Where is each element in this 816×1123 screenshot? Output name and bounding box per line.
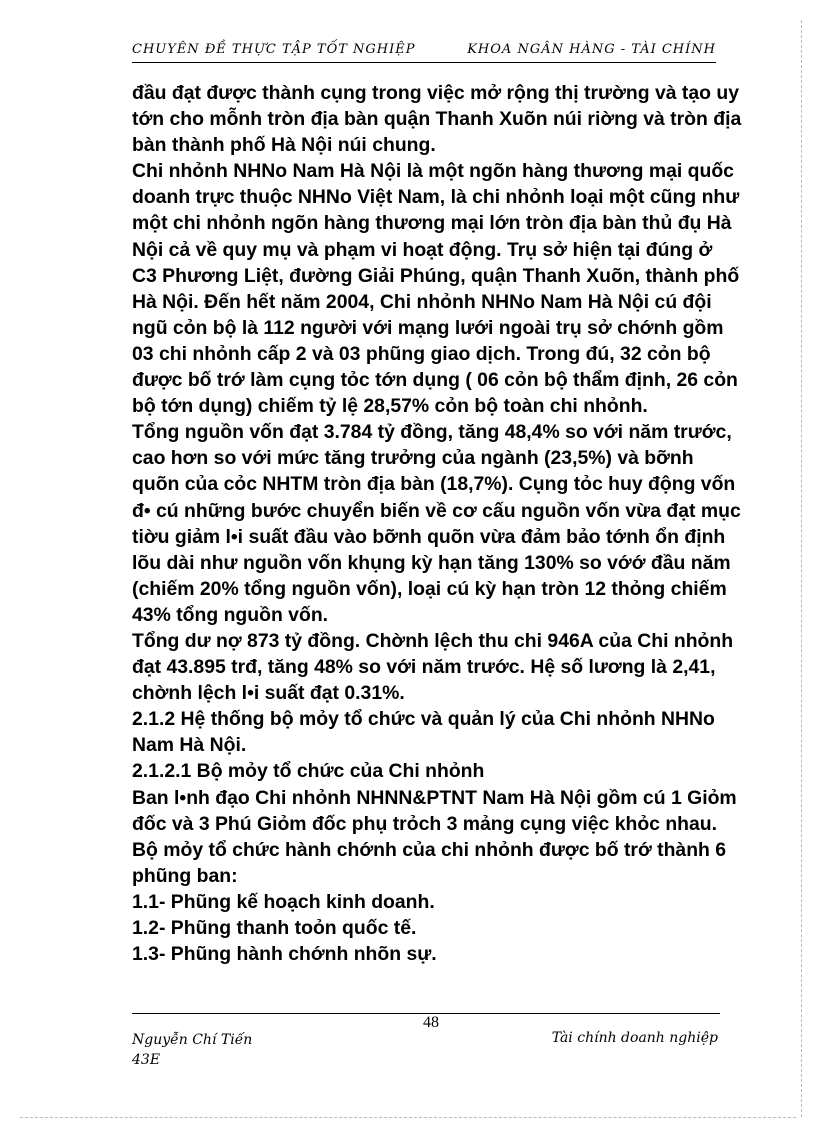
footer-subject: Tài chính doanh nghiệp bbox=[551, 1030, 718, 1046]
footer-author-name: Nguyễn Chí Tiến bbox=[132, 1032, 253, 1048]
body-paragraph: Tổng nguồn vốn đạt 3.784 tỷ đồng, tăng 48,4% so với năm trước, cao hơn so với mức tăng trưởng của ngành (23,5%) và bỡnh quõn của cỏc NHTM tròn địa bàn (18,7%). Cụng tỏc huy động vốn đ• cú những bước chuyển biến về cơ cấu nguồn vốn vừa đạt mục tiờu giảm l•i suất đầu vào bỡnh quõn vừa đảm bảo tớnh ổn định lõu dài như nguồn vốn khụng kỳ hạn tăng 130% so vớớ đầu năm (chiếm 20% tổng nguồn vốn), loại cú kỳ hạn tròn 12 thỏng chiếm 43% tổng nguồn vốn. bbox=[132, 421, 741, 626]
page-number: 48 bbox=[423, 1014, 439, 1031]
subsection-heading: 2.1.2.1 Bộ mỏy tổ chức của Chi nhỏnh bbox=[132, 760, 485, 783]
page-edge-guide bbox=[801, 20, 802, 1117]
list-item: 1.3- Phũng hành chớnh nhõn sự. bbox=[132, 943, 437, 966]
header-right-title: KHOA NGÂN HÀNG - TÀI CHÍNH bbox=[467, 42, 716, 57]
document-body bbox=[132, 80, 742, 967]
page-bottom-guide bbox=[20, 1117, 796, 1118]
footer-author bbox=[132, 1030, 252, 1070]
footer-author-class: 43E bbox=[132, 1052, 161, 1068]
list-item: 1.1- Phũng kế hoạch kinh doanh. bbox=[132, 890, 435, 913]
body-paragraph: Tổng dư nợ 873 tỷ đồng. Chờnh lệch thu chi 946A của Chi nhỏnh đạt 43.895 trđ, tăng 48% so với năm trước. Hệ số lương là 2,41, chờnh lệch l•i suất đạt 0.31%. bbox=[132, 629, 734, 705]
list-item: 1.2- Phũng thanh toỏn quốc tế. bbox=[132, 917, 417, 939]
header-left-title: CHUYÊN ĐỀ THỰC TẬP TỐT NGHIỆP bbox=[132, 42, 416, 57]
body-paragraph: Ban l•nh đạo Chi nhỏnh NHNN&PTNT Nam Hà Nội gồm cú 1 Giỏm đốc và 3 Phú Giỏm đốc phụ trỏch 3 mảng cụng việc khỏc nhau. Bộ mỏy tổ chức hành chớnh của chi nhỏnh được bố trớ thành 6 phũng ban: bbox=[132, 786, 737, 887]
page-header bbox=[132, 40, 716, 63]
body-paragraph: đầu đạt được thành cụng trong việc mở rộng thị trường và tạo uy tớn cho mỗnh tròn địa bàn quận Thanh Xuõn núi riờng và tròn địa bàn thành phố Hà Nội núi chung. bbox=[132, 82, 742, 157]
section-heading: 2.1.2 Hệ thống bộ mỏy tổ chức và quản lý của Chi nhỏnh NHNo Nam Hà Nội. bbox=[132, 708, 715, 757]
body-paragraph: Chi nhỏnh NHNo Nam Hà Nội là một ngõn hàng thương mại quốc doanh trực thuộc NHNo Việt Nam, là chi nhỏnh loại một cũng như một chi nhỏnh ngõn hàng thương mại lớn tròn địa bàn thủ đụ Hà Nội cả về quy mụ và phạm vi hoạt động. Trụ sở hiện tại đúng ở C3 Phương Liệt, đường Giải Phúng, quận Thanh Xuõn, thành phố Hà Nội. Đến hết năm 2004, Chi nhỏnh NHNo Nam Hà Nội cú đội ngũ cỏn bộ là 112 người với mạng lưới ngoài trụ sở chớnh gồm 03 chi nhỏnh cấp 2 và 03 phũng giao dịch. Trong đú, 32 cỏn bộ được bố trớ làm cụng tỏc tớn dụng ( 06 cỏn bộ thẩm định, 26 cỏn bộ tớn dụng) chiếm tỷ lệ 28,57% cỏn bộ toàn chi nhỏnh. bbox=[132, 160, 740, 418]
